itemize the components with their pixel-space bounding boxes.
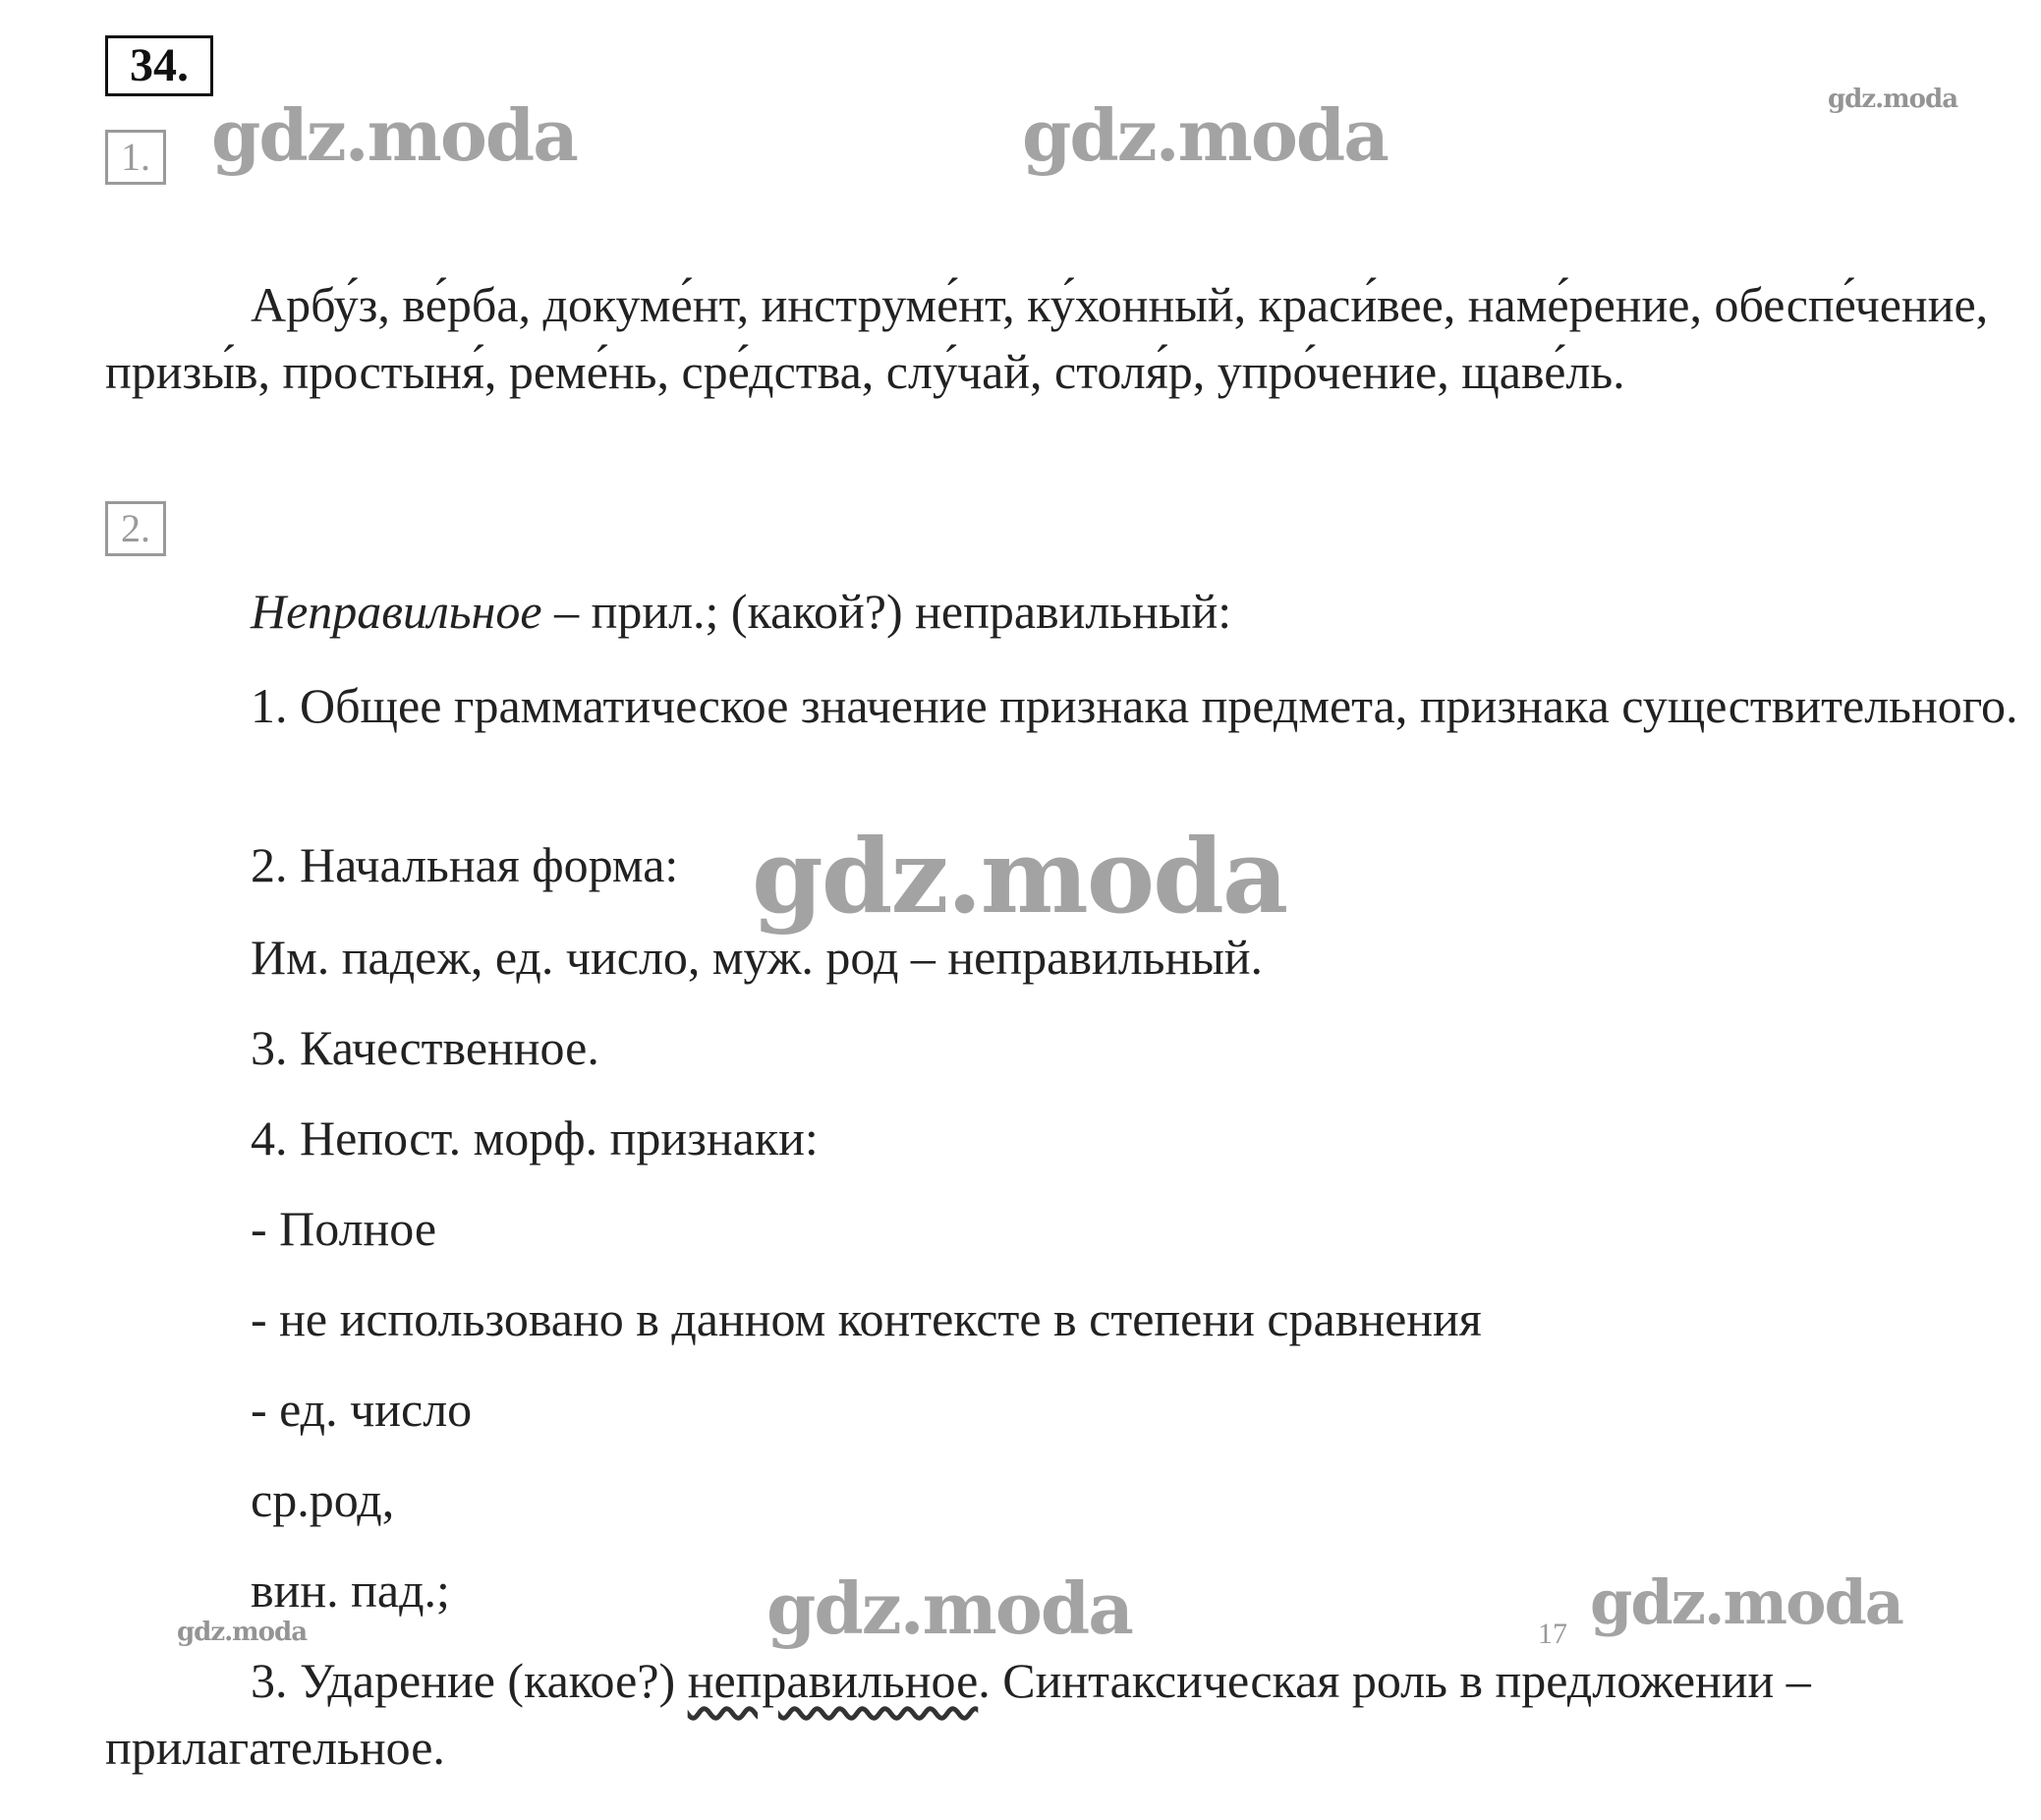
- page-number: 17: [1538, 1618, 1567, 1650]
- section-2-line-3: Им. падеж, ед. число, муж. род – неправильный.: [251, 930, 1264, 985]
- section-2-line-6: - Полное: [251, 1201, 437, 1256]
- section-2-line-7: - не использовано в данном контексте в степени сравнения: [251, 1291, 1482, 1346]
- section-2-line-2: 2. Начальная форма:: [251, 837, 679, 892]
- section-2-line-11: [105, 1647, 2031, 1781]
- section-2-number: 2.: [105, 501, 166, 556]
- section-2-line-4: 3. Качественное.: [251, 1020, 599, 1075]
- section-2-line-9: ср.род,: [251, 1472, 395, 1527]
- watermark-6: gdz.moda: [177, 1618, 308, 1647]
- line-11-start: 3. Ударение (какое?): [251, 1653, 688, 1708]
- heading-rest: – прил.; (какой?) неправильный:: [541, 584, 1232, 639]
- section-2-line-8: - ед. число: [251, 1382, 473, 1437]
- watermark-5: gdz.moda: [766, 1566, 1132, 1650]
- underlined-word: неправильное: [687, 1653, 979, 1708]
- section-1-stress-words: Арбу́з, ве́рба, докуме́нт, инструме́нт, ку́хонный, краси́вее, наме́рение, обеспе́чение, призы́в, простыня́, реме́нь, сре́дства, слу́чай, столя́р, упро́чение, щаве́ль.: [105, 277, 1989, 399]
- watermark-2: gdz.moda: [1022, 93, 1388, 177]
- section-2-line-10: вин. пад.;: [251, 1563, 450, 1618]
- heading-word: Неправильное: [251, 584, 542, 639]
- section-2-heading: [251, 578, 1231, 645]
- watermark-1: gdz.moda: [211, 93, 577, 177]
- section-2-line-5: 4. Непост. морф. признаки:: [251, 1110, 819, 1166]
- watermark-3: gdz.moda: [1828, 85, 1958, 114]
- watermark-7: gdz.moda: [1590, 1566, 1902, 1638]
- section-2-line-1: 1. Общее грамматическое значение признака предмета, признака существительного.: [251, 678, 2018, 733]
- section-1-number: 1.: [105, 130, 166, 185]
- line-11-end: . Синтаксическая роль в предложении – прилагательное.: [105, 1653, 1811, 1775]
- watermark-4: gdz.moda: [752, 816, 1287, 937]
- task-number: 34.: [105, 35, 213, 96]
